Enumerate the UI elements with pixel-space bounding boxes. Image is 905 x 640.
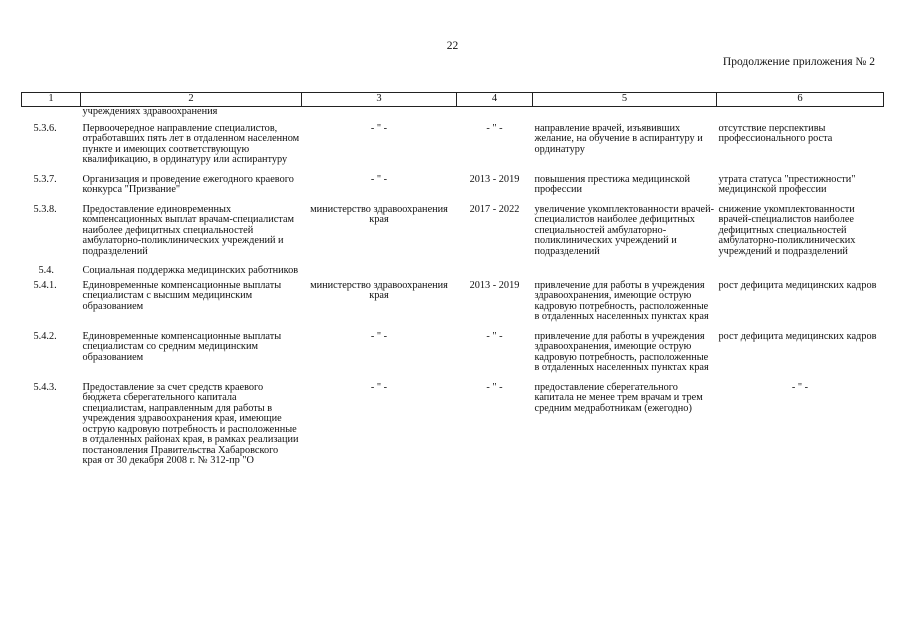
row-number: 5.3.7. [33, 173, 57, 185]
table-row [22, 281, 884, 332]
row-activity: Первоочередное направление специалистов, отработавших пять лет в отдаленном населенном пункте и имеющих соответствующую квалификацию, в ординатуру или аспирантуру [82, 122, 300, 165]
row-activity: Организация и проведение ежегодного краевого конкурса "Призвание" [82, 173, 294, 195]
header-col-4: 4 [457, 93, 533, 107]
row-consequence: рост дефицита медицинских кадров [718, 330, 877, 342]
header-col-1: 1 [22, 93, 81, 107]
table-row [22, 332, 884, 383]
row-executor: министерство здравоохранения края [310, 279, 448, 301]
row-executor: - " - [370, 122, 388, 134]
row-period: 2013 - 2019 [469, 173, 520, 185]
row-period: - " - [486, 330, 503, 342]
row-consequence: отсутствие перспективы профессионального роста [718, 122, 833, 144]
row-consequence: рост дефицита медицинских кадров [718, 279, 877, 291]
section-number: 5.4. [38, 265, 54, 276]
row-number: 5.4.2. [33, 330, 57, 342]
row-consequence: - " - [791, 381, 809, 393]
header-col-3: 3 [302, 93, 457, 107]
row-result: направление врачей, изъявивших желание, на обучение в аспирантуру и ординатуру [534, 122, 703, 155]
table-row [22, 175, 884, 205]
measures-table [21, 92, 884, 467]
row-activity: Единовременные компенсационные выплаты специалистам со средним медицинским образованием [82, 330, 282, 363]
carry-over-row [22, 107, 884, 124]
table-header-row [22, 93, 884, 107]
row-result: привлечение для работы в учреждения здравоохранения, имеющие острую кадровую потребность, расположенные в отдаленных населенных пунктах края [534, 330, 709, 373]
row-consequence: снижение укомплектованности врачей-специалистов наиболее дефицитных специальностей амбулаторно-поликлинических учреждений и подразделений [718, 203, 856, 257]
table-row [22, 383, 884, 467]
row-period: - " - [486, 122, 503, 134]
carry-over-text: учреждениях здравоохранения [82, 106, 218, 117]
row-number: 5.3.6. [33, 122, 57, 134]
row-executor: - " - [370, 330, 388, 342]
header-col-2: 2 [81, 93, 302, 107]
row-number: 5.4.3. [33, 381, 57, 393]
row-number: 5.4.1. [33, 279, 57, 291]
section-title: Социальная поддержка медицинских работников [82, 265, 299, 276]
row-executor: - " - [370, 381, 388, 393]
row-period: - " - [486, 381, 503, 393]
row-period: 2013 - 2019 [469, 279, 520, 291]
appendix-continuation-label: Продолжение приложения № 2 [722, 56, 875, 68]
page-number: 22 [446, 40, 459, 52]
row-number: 5.3.8. [33, 203, 57, 215]
row-result: увеличение укомплектованности врачей-специалистов наиболее дефицитных специальностей амбулаторно-поликлинических учреждений и подразделений [534, 203, 715, 257]
row-activity: Предоставление единовременных компенсационных выплат врачам-специалистам наиболее дефицитных специальностей амбулаторно-поликлинических учреждений и подразделений [82, 203, 295, 257]
row-activity: Предоставление за счет средств краевого бюджета сберегательного капитала специалистам, направленным для работы в учреждения здравоохранения края, имеющие острую кадровую потребность и расположенные в отдаленных районах края, в рамках реализации постановления Правительства Хабаровского края от 30 декабря 2008 г. № 312-пр "О [82, 381, 299, 466]
row-result: повышения престижа медицинской профессии [534, 173, 691, 195]
row-activity: Единовременные компенсационные выплаты специалистам с высшим медицинским образованием [82, 279, 282, 312]
header-col-5: 5 [533, 93, 717, 107]
header-col-6: 6 [717, 93, 884, 107]
row-period: 2017 - 2022 [469, 203, 520, 215]
row-result: привлечение для работы в учреждения здравоохранения, имеющие острую кадровую потребность, расположенные в отдаленных населенных пунктах края [534, 279, 709, 322]
row-result: предоставление сберегательного капитала не менее трем врачам и трем средним медработникам (ежегодно) [534, 381, 703, 414]
row-executor: министерство здравоохранения края [310, 203, 448, 225]
row-consequence: утрата статуса "престижности" медицинской профессии [718, 173, 856, 195]
section-row [22, 266, 884, 281]
table-row [22, 124, 884, 175]
row-executor: - " - [370, 173, 388, 185]
table-row [22, 205, 884, 267]
